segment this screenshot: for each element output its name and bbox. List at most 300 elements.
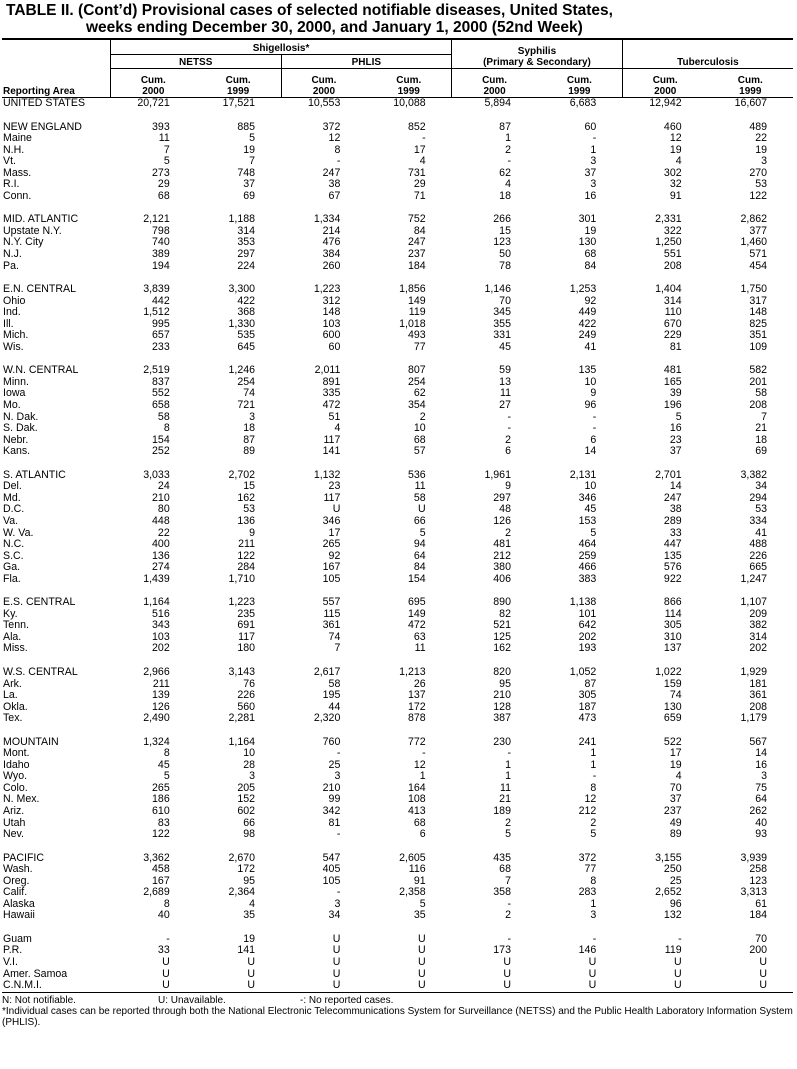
row-spacer xyxy=(2,110,793,122)
value-cell: 878 xyxy=(407,712,426,725)
table-row xyxy=(2,562,793,574)
value-cell: 62 xyxy=(413,387,426,400)
value-cell: 11 xyxy=(414,642,426,655)
value-cell: U xyxy=(759,956,767,968)
value-cell: 19 xyxy=(669,143,682,156)
header-year-label: 2000 xyxy=(142,86,165,97)
value-cell: 10 xyxy=(413,422,426,435)
value-cell: 37 xyxy=(584,166,597,179)
value-cell: 297 xyxy=(493,491,511,504)
value-cell: 116 xyxy=(408,863,426,876)
value-cell: 6 xyxy=(419,828,426,841)
reporting-area-cell: Idaho xyxy=(3,758,30,771)
value-cell: 335 xyxy=(322,387,341,400)
value-cell: 552 xyxy=(152,387,170,400)
value-cell: 23 xyxy=(328,480,341,493)
table-header xyxy=(2,39,793,98)
value-cell: 4 xyxy=(505,178,511,191)
value-cell: 226 xyxy=(749,549,767,562)
value-cell: 283 xyxy=(578,886,597,899)
value-cell: 472 xyxy=(322,399,341,412)
value-cell: 75 xyxy=(755,781,767,794)
value-cell: 14 xyxy=(755,747,767,760)
header-year-label: 2000 xyxy=(654,86,677,97)
value-cell: 6,683 xyxy=(569,97,597,109)
value-cell: 3 xyxy=(249,770,256,783)
value-cell: 12 xyxy=(669,132,682,145)
value-cell: 93 xyxy=(755,828,767,841)
value-cell: 10 xyxy=(584,375,597,388)
value-cell: 731 xyxy=(407,166,426,179)
reporting-area-cell: Ala. xyxy=(3,630,22,643)
value-cell: 154 xyxy=(152,433,170,446)
value-cell: 96 xyxy=(669,897,682,910)
value-cell: 91 xyxy=(413,874,426,887)
value-cell: 38 xyxy=(328,178,341,191)
value-cell: 29 xyxy=(157,178,170,191)
value-cell: 258 xyxy=(749,863,767,876)
value-cell: 1,223 xyxy=(228,596,256,609)
value-cell: 78 xyxy=(499,259,511,272)
data-table xyxy=(2,38,793,992)
value-cell: 7 xyxy=(334,642,341,655)
value-cell: 447 xyxy=(663,538,682,551)
value-cell: 208 xyxy=(663,259,682,272)
value-cell: 5 xyxy=(505,828,511,841)
reporting-area-cell: Okla. xyxy=(3,700,28,713)
table-row xyxy=(2,980,793,992)
value-cell: 473 xyxy=(578,712,597,725)
value-cell: 659 xyxy=(663,712,682,725)
value-cell: 94 xyxy=(413,538,426,551)
reporting-area-cell: La. xyxy=(3,689,18,702)
value-cell: 125 xyxy=(493,630,511,643)
value-cell: 137 xyxy=(407,689,426,702)
value-cell: 37 xyxy=(669,445,682,458)
value-cell: 547 xyxy=(322,851,341,864)
row-spacer-cell xyxy=(2,458,793,470)
value-cell: - xyxy=(507,155,511,168)
value-cell: 297 xyxy=(237,248,256,261)
value-cell: 210 xyxy=(322,781,341,794)
value-cell: 2,617 xyxy=(313,665,341,678)
value-cell: 2 xyxy=(505,143,511,156)
value-cell: 393 xyxy=(152,120,170,133)
value-cell: - xyxy=(336,155,341,168)
value-cell: 34 xyxy=(755,480,767,493)
value-cell: 389 xyxy=(152,248,170,261)
value-cell: 752 xyxy=(407,213,426,226)
value-cell: 254 xyxy=(407,375,426,388)
value-cell: 173 xyxy=(493,944,511,957)
value-cell: 37 xyxy=(669,793,682,806)
value-cell: 27 xyxy=(499,399,511,412)
header-year-label: 1999 xyxy=(227,86,250,97)
value-cell: 807 xyxy=(407,364,426,377)
value-cell: 132 xyxy=(663,909,682,922)
value-cell: - xyxy=(507,747,511,760)
value-cell: 284 xyxy=(237,561,256,574)
value-cell: 2 xyxy=(505,909,511,922)
value-cell: 15 xyxy=(243,480,256,493)
value-cell: 115 xyxy=(323,607,341,620)
value-cell: 122 xyxy=(152,828,170,841)
value-cell: 41 xyxy=(755,526,767,539)
value-cell: 1,107 xyxy=(740,596,767,609)
value-cell: 535 xyxy=(237,329,256,342)
value-cell: 119 xyxy=(664,944,682,957)
value-cell: 5 xyxy=(675,410,682,423)
reporting-area-cell: Calif. xyxy=(3,886,28,899)
value-cell: 560 xyxy=(237,700,256,713)
value-cell: 82 xyxy=(499,607,511,620)
header-year-label: 1999 xyxy=(568,86,591,97)
value-cell: 355 xyxy=(493,317,511,330)
value-cell: 7 xyxy=(249,155,256,168)
reporting-area-cell: Ky. xyxy=(3,607,18,620)
value-cell: 4 xyxy=(334,422,341,435)
value-cell: 262 xyxy=(749,804,767,817)
value-cell: 57 xyxy=(413,445,426,458)
value-cell: 343 xyxy=(152,619,170,632)
value-cell: 60 xyxy=(328,340,341,353)
reporting-area-cell: Ark. xyxy=(3,677,22,690)
value-cell: 117 xyxy=(323,491,341,504)
value-cell: 108 xyxy=(407,793,426,806)
value-cell: 658 xyxy=(152,399,170,412)
header-netss: NETSS xyxy=(110,55,281,69)
value-cell: 2 xyxy=(505,816,511,829)
value-cell: 2,862 xyxy=(740,213,767,226)
value-cell: 128 xyxy=(493,700,511,713)
value-cell: 2,652 xyxy=(655,886,682,899)
value-cell: 2,670 xyxy=(228,851,256,864)
value-cell: 265 xyxy=(322,538,341,551)
value-cell: 12 xyxy=(328,132,341,145)
value-cell: 314 xyxy=(237,224,256,237)
value-cell: 212 xyxy=(493,549,511,562)
value-cell: 84 xyxy=(413,561,426,574)
value-cell: 89 xyxy=(669,828,682,841)
reporting-area-cell: Kans. xyxy=(3,445,31,458)
value-cell: 4 xyxy=(675,770,682,783)
value-cell: 1,253 xyxy=(569,283,597,296)
value-cell: U xyxy=(418,944,426,957)
value-cell: 69 xyxy=(755,445,767,458)
value-cell: 1 xyxy=(505,770,511,783)
value-cell: 45 xyxy=(584,503,597,516)
value-cell: 45 xyxy=(157,758,170,771)
value-cell: - xyxy=(422,747,426,760)
value-cell: 890 xyxy=(493,596,511,609)
value-cell: 96 xyxy=(584,399,597,412)
value-cell: 602 xyxy=(237,804,256,817)
value-cell: 521 xyxy=(493,619,511,632)
table-row xyxy=(2,191,793,203)
value-cell: 212 xyxy=(578,804,597,817)
value-cell: 14 xyxy=(669,480,682,493)
row-spacer xyxy=(2,458,793,470)
reporting-area-cell: S. Dak. xyxy=(3,422,38,435)
reporting-area-cell: Ohio xyxy=(3,294,26,307)
legend-unavailable: U: Unavailable. xyxy=(158,994,226,1006)
value-cell: 149 xyxy=(407,294,426,307)
value-cell: U xyxy=(673,956,682,968)
value-cell: 114 xyxy=(664,607,682,620)
reporting-area-cell: Md. xyxy=(3,491,21,504)
value-cell: 582 xyxy=(749,364,767,377)
table-row xyxy=(2,760,793,772)
value-cell: 84 xyxy=(584,259,597,272)
value-cell: 66 xyxy=(243,816,256,829)
value-cell: 135 xyxy=(578,364,597,377)
value-cell: 92 xyxy=(328,549,341,562)
value-cell: 2,281 xyxy=(228,712,256,725)
value-cell: U xyxy=(332,503,341,516)
value-cell: 266 xyxy=(493,213,511,226)
value-cell: 164 xyxy=(407,781,426,794)
value-cell: 1,164 xyxy=(143,596,170,609)
value-cell: 2,131 xyxy=(569,468,597,481)
value-cell: 247 xyxy=(407,236,426,249)
reporting-area-cell: Colo. xyxy=(3,781,28,794)
value-cell: 237 xyxy=(663,804,682,817)
value-cell: 657 xyxy=(152,329,170,342)
value-cell: 109 xyxy=(749,340,767,353)
value-cell: 610 xyxy=(152,804,170,817)
value-cell: 87 xyxy=(584,677,597,690)
value-cell: 22 xyxy=(755,132,767,145)
value-cell: 3,313 xyxy=(740,886,767,899)
value-cell: 772 xyxy=(407,735,426,748)
value-cell: 148 xyxy=(749,306,767,319)
reporting-area-cell: Ill. xyxy=(3,317,14,330)
value-cell: 4 xyxy=(419,155,426,168)
value-cell: 10,088 xyxy=(393,97,426,109)
value-cell: 476 xyxy=(322,236,341,249)
value-cell: 77 xyxy=(584,863,597,876)
value-cell: 103 xyxy=(152,630,170,643)
reporting-area-cell: Mont. xyxy=(3,747,30,760)
header-cum-label: Cum. xyxy=(311,75,337,86)
reporting-area-cell: MOUNTAIN xyxy=(3,735,59,748)
value-cell: 61 xyxy=(755,897,767,910)
value-cell: - xyxy=(166,932,170,945)
value-cell: 35 xyxy=(243,909,256,922)
value-cell: 866 xyxy=(663,596,682,609)
legend-no-cases: -: No reported cases. xyxy=(300,994,394,1006)
value-cell: 334 xyxy=(749,514,767,527)
value-cell: 891 xyxy=(322,375,341,388)
value-cell: - xyxy=(336,886,341,899)
value-cell: 406 xyxy=(493,572,511,585)
value-cell: - xyxy=(592,132,597,145)
value-cell: 40 xyxy=(755,816,767,829)
table-row xyxy=(2,713,793,725)
table-row xyxy=(2,957,793,969)
header-cum-label: Cum. xyxy=(737,75,763,86)
value-cell: 2,701 xyxy=(655,468,682,481)
value-cell: 354 xyxy=(407,399,426,412)
reporting-area-cell: Tex. xyxy=(3,712,23,725)
legend xyxy=(2,995,793,1006)
value-cell: U xyxy=(673,979,682,992)
value-cell: 241 xyxy=(578,735,597,748)
value-cell: 18 xyxy=(499,189,511,202)
value-cell: 691 xyxy=(237,619,256,632)
value-cell: 489 xyxy=(749,120,767,133)
value-cell: - xyxy=(336,747,341,760)
value-cell: 162 xyxy=(493,642,511,655)
value-cell: 226 xyxy=(237,689,256,702)
row-spacer-cell xyxy=(2,841,793,853)
value-cell: 201 xyxy=(749,375,767,388)
value-cell: 317 xyxy=(749,294,767,307)
value-cell: 1 xyxy=(505,132,511,145)
value-cell: 368 xyxy=(237,306,256,319)
value-cell: 1,324 xyxy=(143,735,170,748)
value-cell: 15 xyxy=(499,224,511,237)
value-cell: 237 xyxy=(407,248,426,261)
value-cell: 8 xyxy=(163,897,170,910)
value-cell: 141 xyxy=(237,944,256,957)
value-cell: 351 xyxy=(749,329,767,342)
value-cell: 1,334 xyxy=(313,213,341,226)
value-cell: 209 xyxy=(749,607,767,620)
reporting-area-cell: N. Dak. xyxy=(3,410,39,423)
value-cell: 3 xyxy=(761,155,767,168)
value-cell: 2 xyxy=(505,526,511,539)
value-cell: 35 xyxy=(413,909,426,922)
value-cell: 3,143 xyxy=(228,665,256,678)
value-cell: 4 xyxy=(675,155,682,168)
value-cell: 2,320 xyxy=(313,712,341,725)
value-cell: 184 xyxy=(407,259,426,272)
value-cell: 19 xyxy=(755,143,767,156)
value-cell: 259 xyxy=(578,549,597,562)
value-cell: 488 xyxy=(749,538,767,551)
value-cell: 314 xyxy=(749,630,767,643)
value-cell: - xyxy=(507,897,511,910)
value-cell: 249 xyxy=(578,329,597,342)
title-line-1: TABLE II. (Cont’d) Provisional cases of selected notifiable diseases, United States, xyxy=(6,2,613,19)
value-cell: 202 xyxy=(578,630,597,643)
value-cell: 122 xyxy=(749,189,767,202)
value-cell: 9 xyxy=(249,526,256,539)
value-cell: 760 xyxy=(322,735,341,748)
reporting-area-cell: Nebr. xyxy=(3,433,29,446)
reporting-area-cell: Nev. xyxy=(3,828,24,841)
value-cell: 58 xyxy=(328,677,341,690)
value-cell: 1,330 xyxy=(228,317,256,330)
table-row xyxy=(2,690,793,702)
value-cell: 1,404 xyxy=(655,283,682,296)
value-cell: 481 xyxy=(663,364,682,377)
row-spacer-cell xyxy=(2,922,793,934)
value-cell: 64 xyxy=(413,549,426,562)
value-cell: 250 xyxy=(663,863,682,876)
table-row xyxy=(2,667,793,679)
value-cell: 74 xyxy=(328,630,341,643)
header-cum-label: Cum. xyxy=(482,75,508,86)
value-cell: 64 xyxy=(755,793,767,806)
reporting-area-cell: Hawaii xyxy=(3,909,35,922)
reporting-area-cell: W.S. CENTRAL xyxy=(3,665,78,678)
value-cell: 1,961 xyxy=(484,468,511,481)
header-cum-col xyxy=(537,69,622,98)
reporting-area-cell: Fla. xyxy=(3,572,21,585)
value-cell: 59 xyxy=(499,364,511,377)
reporting-area-cell: Wyo. xyxy=(3,770,28,783)
value-cell: 3,939 xyxy=(740,851,767,864)
table-row xyxy=(2,249,793,261)
reporting-area-cell: E.N. CENTRAL xyxy=(3,283,76,296)
value-cell: 3 xyxy=(249,410,256,423)
value-cell: 91 xyxy=(669,189,682,202)
value-cell: 7 xyxy=(505,874,511,887)
value-cell: 852 xyxy=(407,120,426,133)
value-cell: 5,894 xyxy=(484,97,511,109)
value-cell: 24 xyxy=(157,480,170,493)
value-cell: 449 xyxy=(578,306,597,319)
header-cum-col xyxy=(196,69,281,98)
value-cell: 557 xyxy=(322,596,341,609)
value-cell: 2,519 xyxy=(143,364,170,377)
value-cell: 3 xyxy=(761,770,767,783)
value-cell: 8 xyxy=(163,422,170,435)
value-cell: 695 xyxy=(407,596,426,609)
value-cell: U xyxy=(503,956,511,968)
reporting-area-cell: Wis. xyxy=(3,340,24,353)
value-cell: 29 xyxy=(413,178,426,191)
table-row xyxy=(2,423,793,435)
value-cell: U xyxy=(247,967,256,980)
reporting-area-cell: Amer. Samoa xyxy=(3,967,68,980)
value-cell: 25 xyxy=(328,758,341,771)
value-cell: 17 xyxy=(669,747,682,760)
reporting-area-cell: C.N.M.I. xyxy=(3,979,42,992)
value-cell: 38 xyxy=(669,503,682,516)
value-cell: 235 xyxy=(237,607,256,620)
value-cell: 312 xyxy=(322,294,341,307)
value-cell: 458 xyxy=(152,863,170,876)
value-cell: 10,553 xyxy=(307,97,341,109)
value-cell: 5 xyxy=(249,132,256,145)
value-cell: 41 xyxy=(584,340,597,353)
value-cell: 3,839 xyxy=(143,283,170,296)
reporting-area-cell: Mo. xyxy=(3,399,21,412)
value-cell: 2 xyxy=(419,410,426,423)
value-cell: U xyxy=(418,932,426,945)
value-cell: 2,966 xyxy=(143,665,170,678)
value-cell: 81 xyxy=(328,816,341,829)
header-cum-col xyxy=(110,69,195,98)
value-cell: 3 xyxy=(590,155,597,168)
value-cell: 20,721 xyxy=(137,97,170,109)
value-cell: 5 xyxy=(419,526,426,539)
value-cell: 377 xyxy=(749,224,767,237)
value-cell: 105 xyxy=(322,572,341,585)
value-cell: U xyxy=(162,956,170,968)
row-spacer xyxy=(2,725,793,737)
header-cum-label: Cum. xyxy=(140,75,166,86)
header-blank xyxy=(2,39,110,55)
footnote-star: *Individual cases can be reported through both the National Electronic Telecommunications System for Surveillance (NETSS) and the Public Health Laboratory Information System (PHLIS). xyxy=(2,1005,793,1028)
value-cell: 383 xyxy=(578,572,597,585)
value-cell: 442 xyxy=(152,294,170,307)
reporting-area-cell: Guam xyxy=(3,932,32,945)
value-cell: 1,138 xyxy=(569,596,597,609)
